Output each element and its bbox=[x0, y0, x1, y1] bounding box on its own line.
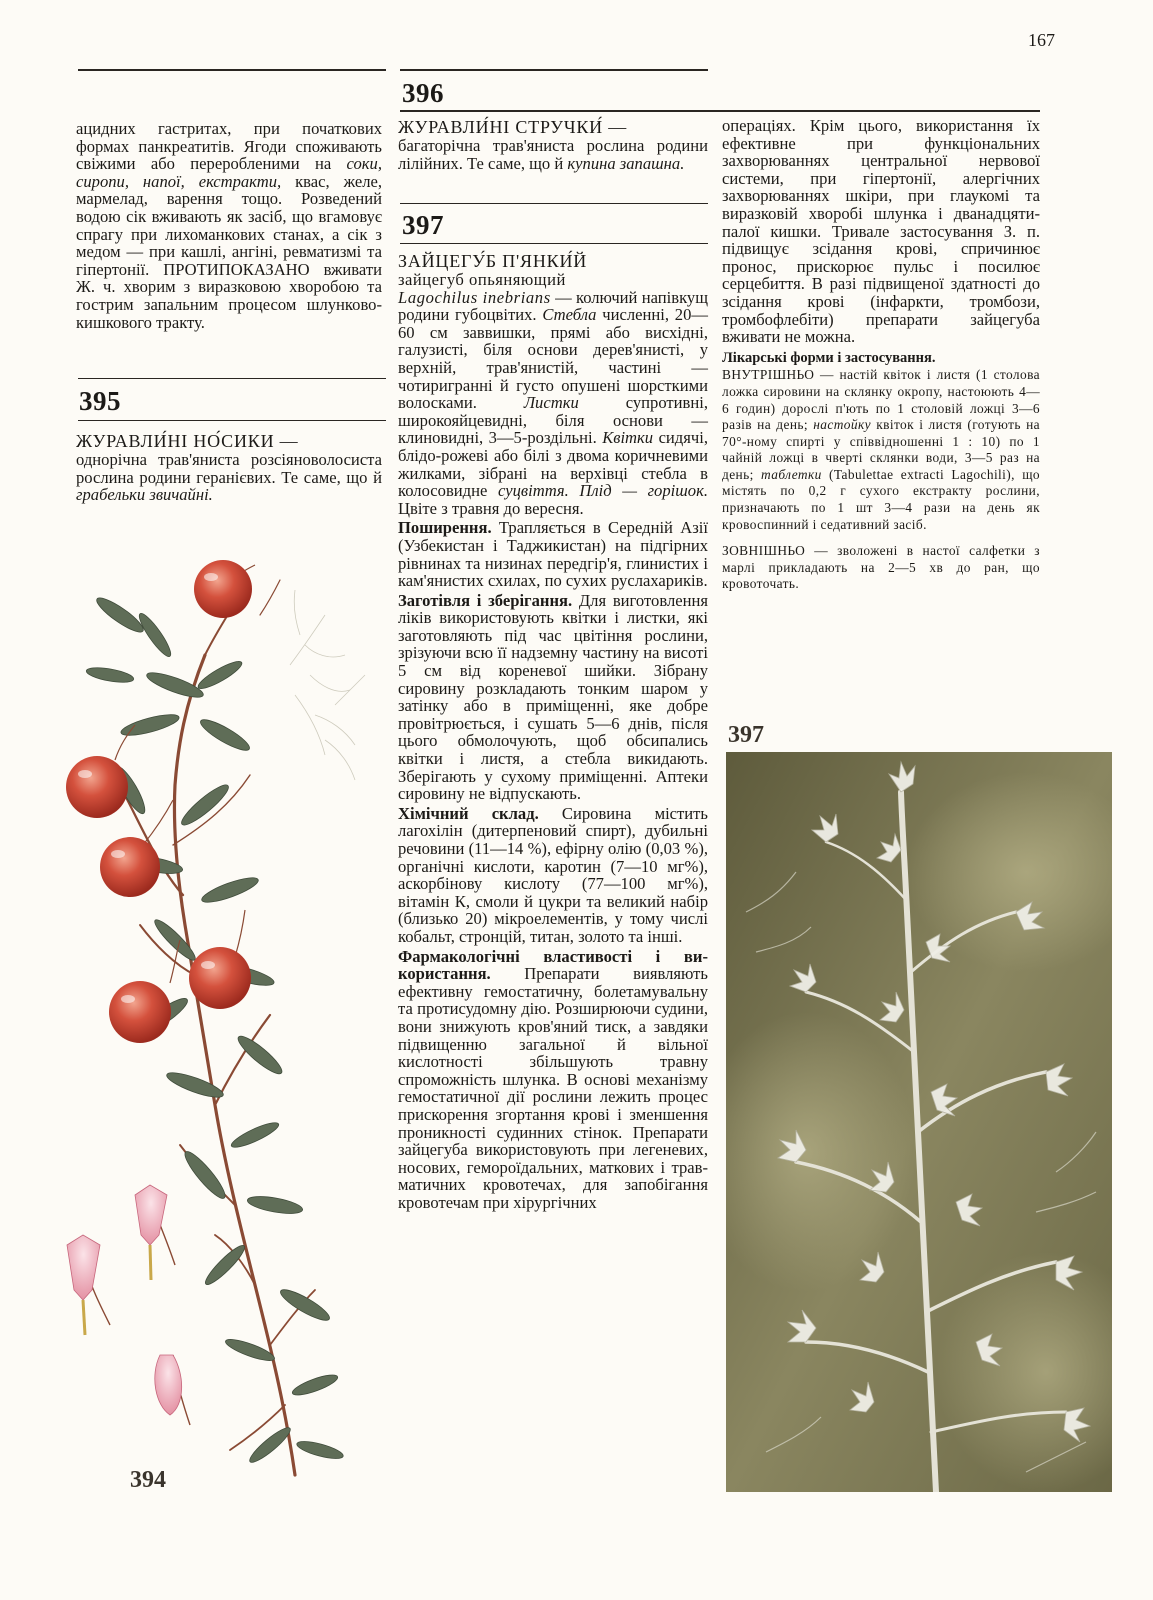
cranberry-illustration bbox=[55, 545, 390, 1500]
cranberry-berry bbox=[109, 981, 171, 1043]
entry-397 bbox=[398, 251, 708, 1211]
col1-paragraph: ацидних гастритах, при початкових формах панкреатитів. Ягоди споживають свіжими або переробленими на соки, сиропи, напої, екстракти, квас, желе, мармелад, варення тощо. Розведений водою сік вживають як засіб, що вгамовує спрагу при лихоманкових станах, а сік з медом — при кашлі, ангіні, ревматизмі та гіпертонії. ПРОТИПОКАЗАНО вживати Ж. ч. хворим з виразковою хворобою та гострим запальним процесом шлунково-кишкового тракту. bbox=[76, 119, 382, 332]
entry-397-title: ЗАЙЦЕГУ́Б П'ЯНКИ́Й bbox=[398, 251, 588, 271]
rule-395-bottom bbox=[78, 420, 386, 421]
entry-397-description: Lagochilus inebrians — колючий напівкущ родини губоцвітих. Стебла численні, 20—60 см заввишки, прямі або висхідні, галузисті, біля основи дерев'янисті, у верхній, трав'янистій, частині — чотиригранні й густо опушені шорсткими волосками. Листки супротивні, широкояйцевидні, біля основи — клиновидні, 3—5-роздільні. Квітки сидячі, блідо-рожеві або білі з двома коричневими жилками, зібрані на верхівці стебла в колосовидне суцвіття. Плід — горішок. Цвіте з травня до вересня. bbox=[398, 287, 709, 518]
figure-397-label: 397 bbox=[728, 722, 764, 748]
section-pharmacology: Фармакологічні властивості і використання. Препарати виявляють ефективну гемостатичну, болетамувальну та протисудомну дію. Розширюючи судини, вони знижують кров'яний тиск, а завдяки підвищенню загальної й вільної кислотності збільшують травну спроможність шлунка. В основі механізму гемостатичної дії рослини лежить процес прискорення згортання крові і зменшення проникності судинних стінок. Препарати зайцегуба використовують при легеневих, носових, гемороїдальних, маткових і травматичних кровотечах, для запобігання кровотечам при хірургічних bbox=[398, 946, 708, 1212]
page-number: 167 bbox=[1028, 30, 1055, 50]
top-rule-col2 bbox=[400, 69, 708, 71]
rule-395-top bbox=[78, 378, 386, 379]
figure-394-cranberry bbox=[55, 545, 390, 1500]
column-3 bbox=[722, 117, 1040, 593]
cranberry-berry bbox=[189, 947, 251, 1009]
cranberry-bud bbox=[155, 1355, 182, 1415]
section-harvesting: Заготівля і зберігання. Для виготовлення ліків використовують квітки і листки, які заготовляють під час цвітіння рослини, зрізуючи всю її надземну частину на висоті 5 см від кореневої шийки. Зібрану сировину розкладають тонким шаром у затінку або в приміщенні, яке добре провітрюється, і сушать 5—6 днів, після цього обмолочують, щоб обсипались квітки і листя, а стебла викидають. Зберігають у сухому приміщенні. Аптеки сировину не відпускають. bbox=[398, 590, 708, 804]
section-medicinal-forms: Лікарські форми і застосування. bbox=[722, 349, 936, 366]
section-distribution: Поширення. Трапляється в Середній Азії (Узбекистан і Таджикистан) на підгірних рівнинах та низинах передгір'я, глинистих і кам'янистих схилах, по сухих руслахариків. bbox=[398, 518, 708, 591]
rule-397-bottom bbox=[400, 243, 708, 244]
external-use: ЗОВНІШНЬО — зволожені в настої салфетки з марлі прикладають на 2—5 хв до ран, що кровоточать. bbox=[722, 543, 1040, 592]
entry-number-395: 395 bbox=[79, 386, 121, 416]
cranberry-flower bbox=[135, 1185, 167, 1280]
entry-396-text: багаторічна трав'яниста рослина родини лілійних. Те саме, що й купина запашна. bbox=[398, 136, 708, 173]
entry-396-title: ЖУРАВЛИ́НІ СТРУЧКИ́ — bbox=[398, 117, 628, 137]
rule-397-top bbox=[400, 203, 708, 204]
entry-number-397: 397 bbox=[402, 210, 444, 240]
column-1-continuation bbox=[76, 120, 382, 331]
internal-use: ВНУТРІШНЬО — настій квіток і листя (1 столова ложка сировини на склянку окропу, настоюють 4—6 годин) дорослі п'ють по 1 столовій ложці 3—6 разів на день; настойку квіток і листя (готують на 70°-ному спирті у співвідношенні 1 : 10) по 1 чайній ложці в чверті склянки води, 3—5 раз на день; таблетки (Tabulettae extracti Lagochili), що містять по 0,2 г сухого екстракту рослини, призначають по 1 шт 3—4 рази на день як кровоспинний і седативний засіб. bbox=[722, 367, 1041, 532]
col3-continuation: операціях. Крім цього, використання їх ефективне при функціональних захворюваннях центральної нервової системи, при гіпертонії, алергічних захворюваннях шкіри, при глаукомі та виразковій хворобі шлунка і дванадцятипалої кишки. Тривале застосування З. п. підвищує зсідання крові, спричинює пронос, прискорює пульс і посилює серцебиття. В разі підвищеної здатності до зсідання крові (інфаркти, тромбози, тромбофлебіти) препарати зайцегуба вживати не можна. bbox=[722, 116, 1040, 347]
lagochilus-photo bbox=[726, 752, 1112, 1492]
cranberry-berry bbox=[66, 756, 128, 818]
contraindication-label: ПРОТИПОКАЗАНО bbox=[163, 259, 310, 279]
figure-394-label: 394 bbox=[130, 1467, 166, 1493]
entry-397-russian-name: зайцегуб опьяняющий bbox=[398, 270, 566, 289]
entry-396 bbox=[398, 117, 708, 172]
cranberry-berry bbox=[100, 837, 160, 897]
rule-396-bottom bbox=[400, 110, 1040, 112]
cranberry-berry bbox=[194, 560, 252, 618]
entry-397-latin-name: Lagochilus inebrians bbox=[398, 287, 551, 307]
cranberry-flower bbox=[67, 1235, 100, 1335]
entry-395 bbox=[76, 431, 382, 504]
entry-395-title: ЖУРАВЛИ́НІ НО́СИКИ — bbox=[76, 431, 299, 451]
entry-number-396: 396 bbox=[402, 78, 444, 108]
section-chemical-composition: Хімічний склад. Сировина містить лагохілін (дитерпеновий спирт), дубильні речовини (11—14 %), ефірну олію (0,03 %), органічні кислоти, каротин (7—10 мг%), аскорбінову кислоту (77—100 мг%), вітамін К, смоли й цукри та великий набір (близько 20) мікроелементів, у тому числі кобальт, стронцій, титан, золото та інші. bbox=[398, 803, 708, 946]
figure-397-photo bbox=[726, 752, 1112, 1492]
top-rule-col1 bbox=[78, 69, 386, 71]
entry-395-text: однорічна трав'яниста розсіяноволосиста рослина родини геранієвих. Те саме, що й грабельки звичайні. bbox=[76, 450, 382, 505]
